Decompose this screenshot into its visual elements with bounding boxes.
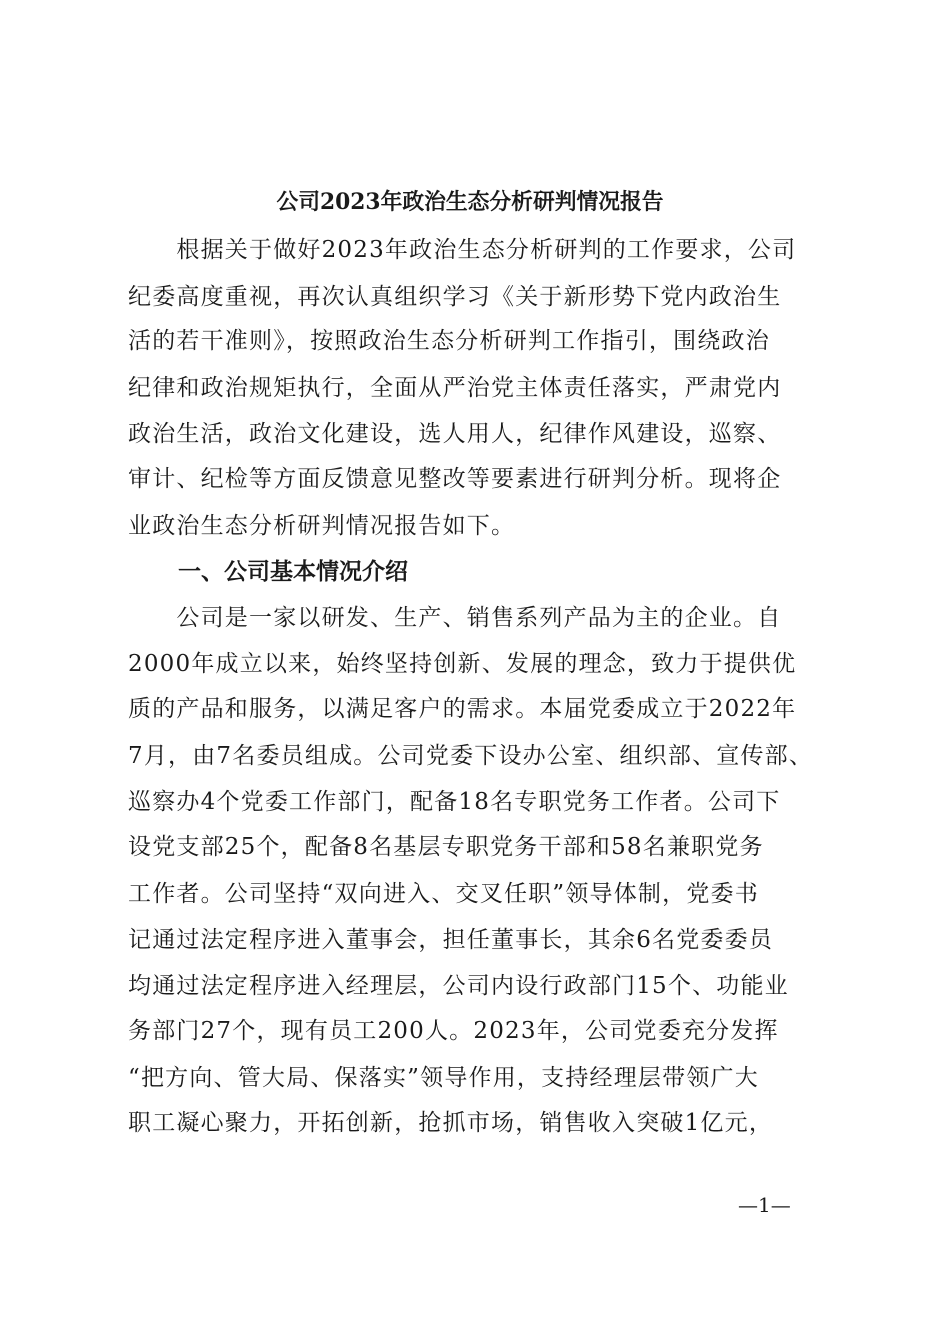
paragraph-line: 巡察办4个党委工作部门，配备18名专职党务工作者。公司下 — [128, 789, 781, 815]
paragraph-line: 职工凝心聚力，开拓创新，抢抓市场，销售收入突破1亿元， — [128, 1110, 774, 1136]
paragraph-line: 设党支部25个，配备8名基层专职党务干部和58名兼职党务 — [128, 834, 764, 860]
paragraph-line: 活的若干准则》，按照政治生态分析研判工作指引，围绕政治 — [128, 328, 770, 354]
paragraph-line: 务部门27个，现有员工200人。2023年，公司党委充分发挥 — [128, 1018, 779, 1044]
paragraph-line: 根据关于做好2023年政治生态分析研判的工作要求，公司 — [128, 237, 797, 263]
page-number: —1— — [738, 1193, 791, 1217]
paragraph-line: 纪委高度重视，再次认真组织学习《关于新形势下党内政治生 — [128, 284, 782, 310]
paragraph-line: 公司是一家以研发、生产、销售系列产品为主的企业。自 — [128, 605, 782, 631]
paragraph-line: 2000年成立以来，始终坚持创新、发展的理念，致力于提供优 — [128, 651, 797, 677]
paragraph-line: “把方向、管大局、保落实”领导作用，支持经理层带领广大 — [128, 1065, 759, 1091]
paragraph-line: 均通过法定程序进入经理层，公司内设行政部门15个、功能业 — [128, 973, 789, 999]
paragraph-line: 审计、纪检等方面反馈意见整改等要素进行研判分析。现将企 — [128, 466, 782, 492]
paragraph-line: 记通过法定程序进入董事会，担任董事长，其余6名党委委员 — [128, 927, 774, 953]
paragraph-line: 工作者。公司坚持“双向进入、交叉任职”领导体制，党委书 — [128, 881, 759, 907]
paragraph-line: 纪律和政治规矩执行，全面从严治党主体责任落实，严肃党内 — [128, 375, 782, 401]
section-heading: 一、公司基本情况介绍 — [178, 558, 408, 585]
paragraph-line: 7月，由7名委员组成。公司党委下设办公室、组织部、宣传部、 — [128, 743, 814, 769]
document-title: 公司2023年政治生态分析研判情况报告 — [276, 189, 664, 215]
paragraph-line: 政治生活，政治文化建设，选人用人，纪律作风建设，巡察、 — [128, 421, 782, 447]
paragraph-line: 质的产品和服务，以满足客户的需求。本届党委成立于2022年 — [128, 696, 797, 722]
paragraph-line: 业政治生态分析研判情况报告如下。 — [128, 513, 516, 539]
